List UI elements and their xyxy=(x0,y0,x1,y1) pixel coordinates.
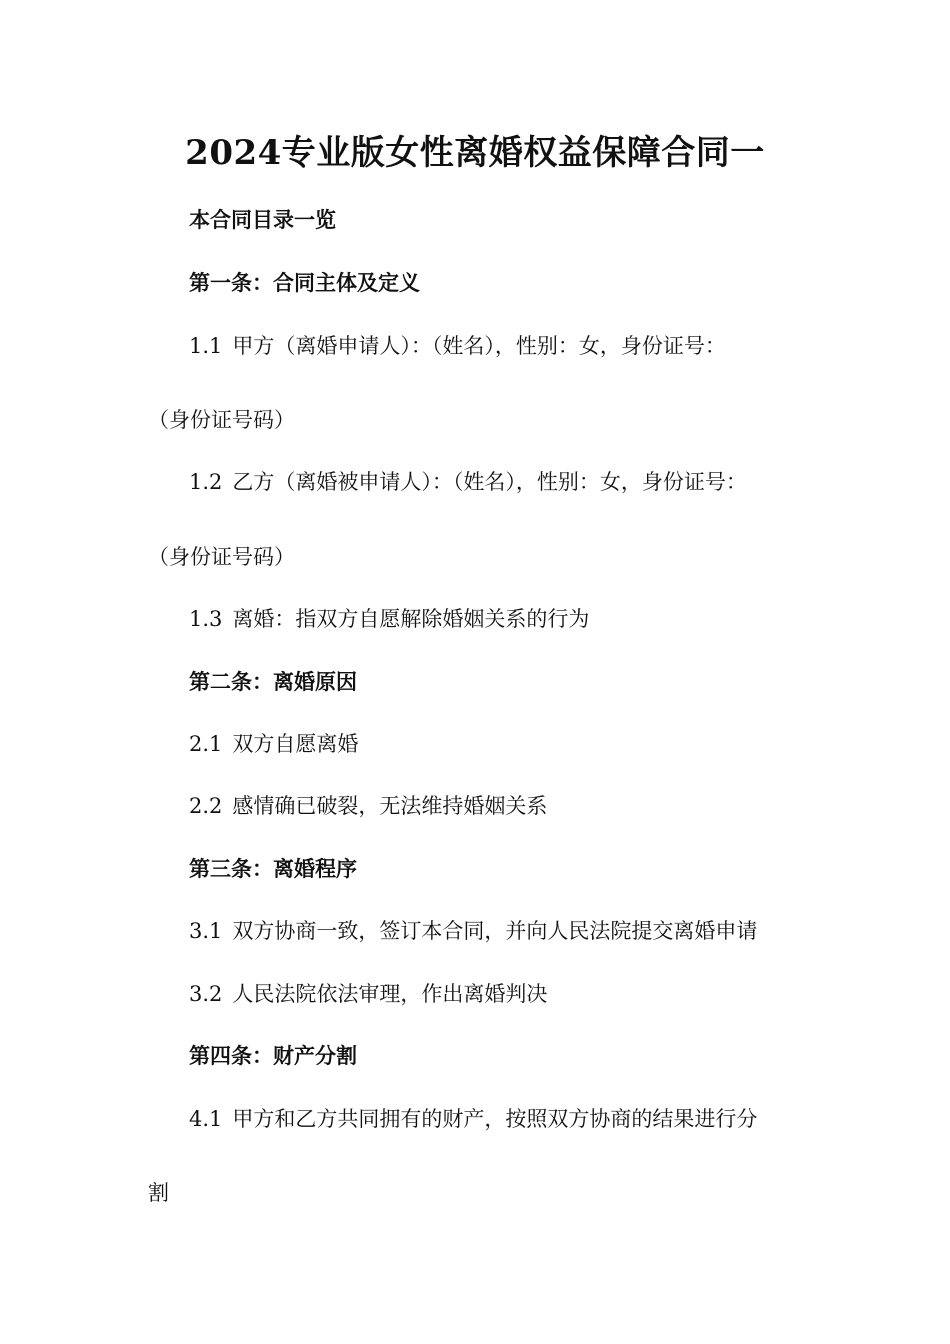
clause-1-1 xyxy=(189,331,726,361)
clause-text: 人民法院依法审理，作出离婚判决 xyxy=(232,982,548,1006)
clause-1-2-continuation: （身份证号码） xyxy=(148,545,295,569)
document-title: 2024专业版女性离婚权益保障合同一 xyxy=(185,133,765,173)
clause-2-2 xyxy=(189,791,547,821)
clause-1-1-continuation: （身份证号码） xyxy=(148,408,295,432)
toc-heading: 本合同目录一览 xyxy=(189,207,336,232)
clause-text: 乙方（离婚被申请人）：（姓名），性别：女，身份证号： xyxy=(232,470,747,494)
clause-1-3 xyxy=(189,604,589,634)
clause-text: 甲方和乙方共同拥有的财产，按照双方协商的结果进行分 xyxy=(232,1107,758,1131)
section-heading-3: 第三条：离婚程序 xyxy=(189,856,357,881)
clause-text: 双方自愿离婚 xyxy=(232,732,359,756)
clause-text: 甲方（离婚申请人）：（姓名），性别：女，身份证号： xyxy=(232,334,726,358)
clause-number: 3.1 xyxy=(189,919,223,943)
clause-number: 1.2 xyxy=(189,470,223,494)
section-heading-1: 第一条：合同主体及定义 xyxy=(189,270,420,295)
clause-4-1 xyxy=(189,1104,757,1134)
section-heading-4: 第四条：财产分割 xyxy=(189,1043,357,1068)
section-heading-2: 第二条：离婚原因 xyxy=(189,669,357,694)
clause-text: 双方协商一致，签订本合同，并向人民法院提交离婚申请 xyxy=(232,919,758,943)
clause-text: 离婚：指双方自愿解除婚姻关系的行为 xyxy=(232,607,590,631)
clause-number: 2.1 xyxy=(189,732,223,756)
clause-text: 感情确已破裂，无法维持婚姻关系 xyxy=(232,794,548,818)
clause-number: 2.2 xyxy=(189,794,223,818)
clause-number: 4.1 xyxy=(189,1107,223,1131)
clause-3-2 xyxy=(189,979,547,1009)
clause-number: 1.1 xyxy=(189,334,223,358)
clause-1-2 xyxy=(189,467,747,497)
clause-number: 3.2 xyxy=(189,982,223,1006)
clause-4-1-continuation: 割 xyxy=(148,1181,169,1205)
clause-2-1 xyxy=(189,729,358,759)
clause-3-1 xyxy=(189,916,757,946)
clause-number: 1.3 xyxy=(189,607,223,631)
